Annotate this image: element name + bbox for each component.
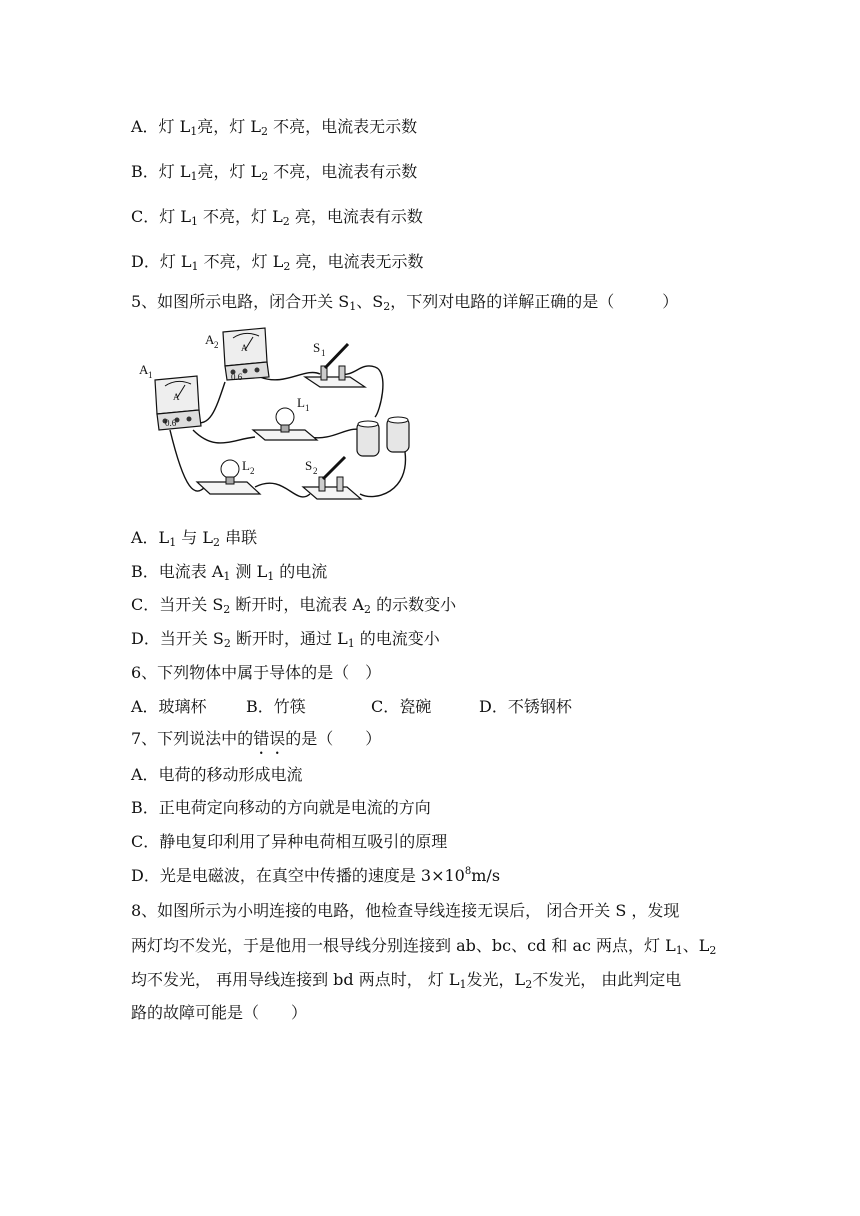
emphasis-char: 误 [269, 729, 286, 748]
a2-meter-face: A [241, 343, 248, 353]
q7-option-b: B．正电荷定向移动的方向就是电流的方向 [131, 798, 431, 817]
q6-stem: 6、下列物体中属于导体的是（ ） [131, 663, 382, 682]
s1-label: S [313, 340, 321, 355]
q6-option-d: D．不锈钢杯 [479, 697, 572, 716]
a1-label: A [139, 362, 149, 377]
q5-option-a: A．$L_1$ 与 $L_2$ 串联 [131, 528, 258, 549]
a1-meter-face: A [173, 392, 180, 402]
q8-line-1: 8、如图所示为小明连接的电路，他检查导线连接无误后， 闭合开关 S ，发现 [131, 901, 680, 920]
a2-meter-range: 0.6 [231, 372, 243, 382]
l2-label-sub: 2 [250, 466, 255, 476]
q5-option-d: D．当开关 $S_2$ 断开时，通过 $L_1$ 的电流变小 [131, 629, 440, 650]
q4-option-c: C．灯 $L_1$ 不亮，灯 $L_2$ 亮，电流表有示数 [131, 207, 423, 228]
emphasis-char: 错 [253, 729, 270, 748]
q4-option-d: D．灯 $L_1$ 不亮，灯 $L_2$ 亮，电流表无示数 [131, 252, 424, 273]
q5-option-b: B．电流表 $A_1$ 测 $L_1$ 的电流 [131, 562, 328, 583]
l1-label: L [297, 395, 305, 410]
l2-label: L [242, 458, 250, 473]
q5-stem: 5、如图所示电路，闭合开关 $S_1$、$S_2$，下列对电路的详解正确的是（ ） [131, 292, 679, 313]
q5-option-c: C．当开关 $S_2$ 断开时，电流表 $A_2$ 的示数变小 [131, 595, 457, 616]
q4-option-b: B．灯 $L_1$亮，灯 $L_2$ 不亮，电流表有示数 [131, 162, 418, 183]
a2-label: A [205, 332, 215, 347]
q7-option-a: A．电荷的移动形成电流 [131, 765, 303, 784]
q6-option-c: C．瓷碗 [371, 697, 432, 716]
q7-option-d: D．光是电磁波，在真空中传播的速度是 $3\times 10^8m/s$ [131, 866, 501, 885]
ammeter-a2 [223, 328, 269, 380]
q8-line-2: 两灯均不发光，于是他用一根导线分别连接到 ab、bc、cd 和 ac 两点，灯 $L_1$、$L_2$ [131, 936, 717, 957]
battery-pack [357, 417, 409, 456]
a1-label-sub: 1 [148, 370, 153, 380]
l1-label-sub: 1 [305, 403, 310, 413]
ammeter-a1 [155, 376, 201, 430]
q7-stem: 7、下列说法中的错误的是（ ） [131, 729, 382, 748]
s1-label-sub: 1 [321, 348, 326, 358]
q8-line-3: 均不发光， 再用导线连接到 bd 两点时， 灯 $L_1$发光，$L_2$不发光， 由此判定电 [131, 970, 682, 991]
circuit-figure [135, 322, 465, 512]
s2-label-sub: 2 [313, 466, 318, 476]
q7-option-c: C．静电复印利用了异种电荷相互吸引的原理 [131, 832, 448, 851]
q6-option-b: B．竹筷 [246, 697, 306, 716]
q4-option-a: A．灯 $L_1$亮，灯 $L_2$ 不亮，电流表无示数 [131, 117, 418, 138]
a1-meter-range: 0.6 [165, 418, 177, 428]
q8-line-4: 路的故障可能是（ ） [131, 1003, 308, 1022]
s2-label: S [305, 458, 313, 473]
q6-option-a: A．玻璃杯 [131, 697, 207, 716]
a2-label-sub: 2 [214, 340, 219, 350]
